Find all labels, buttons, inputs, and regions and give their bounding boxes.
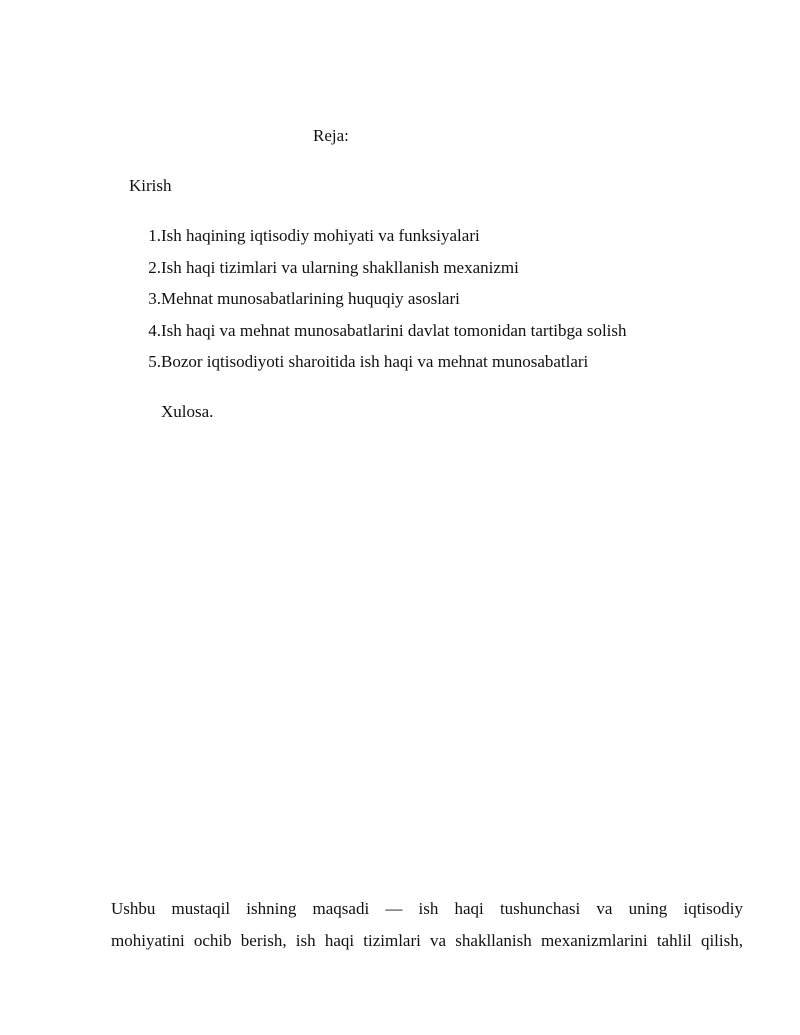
plan-item-text: Ish haqi tizimlari va ularning shakllanish mexanizmi (161, 257, 519, 277)
plan-item-2 (130, 257, 627, 289)
plan-item-text: Mehnat munosabatlarining huquqiy asoslari (161, 289, 460, 308)
plan-item-number: 2. (148, 257, 161, 277)
plan-title: Reja: (313, 126, 349, 145)
plan-item-text: Bozor iqtisodiyoti sharoitida ish haqi va mehnat munosabatlari (161, 352, 589, 371)
intro-heading: Kirish (129, 176, 172, 195)
plan-item-number: 4. (148, 320, 161, 340)
body-line-2: mohiyatini ochib berish, ish haqi tizimlari va shakllanish mexanizmlarini tahlil qilish, (111, 931, 743, 950)
plan-item-4 (130, 320, 627, 352)
body-paragraph (111, 893, 743, 957)
plan-item-3 (130, 288, 627, 320)
plan-item-1 (130, 225, 627, 257)
plan-item-number: 1. (148, 226, 161, 245)
body-line-1: Ushbu mustaqil ishning maqsadi — ish haqi tushunchasi va uning iqtisodiy (111, 899, 743, 918)
plan-item-5 (130, 351, 627, 383)
conclusion-heading: Xulosa. (161, 402, 214, 421)
plan-list (130, 225, 627, 383)
plan-item-number: 3. (148, 289, 161, 308)
plan-item-text: Ish haqi va mehnat munosabatlarini davlat tomonidan tartibga solish (161, 320, 627, 340)
plan-item-text: Ish haqining iqtisodiy mohiyati va funksiyalari (161, 226, 480, 245)
plan-item-number: 5. (148, 352, 161, 371)
